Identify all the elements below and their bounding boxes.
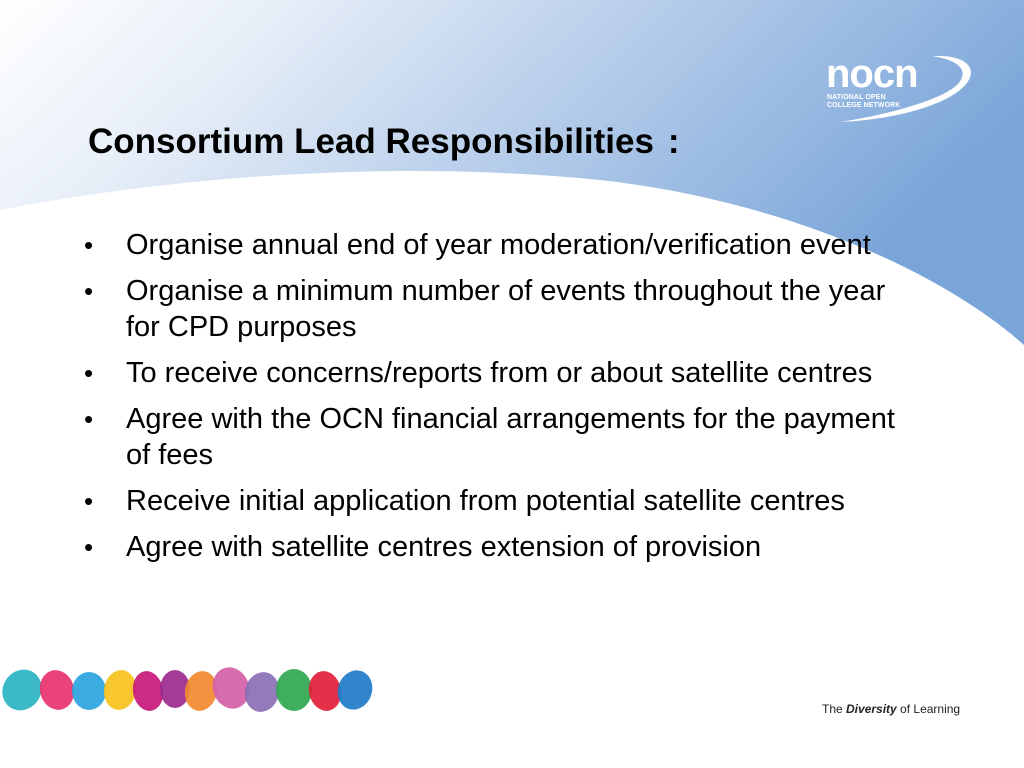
logo-subtitle-line2: COLLEGE NETWORK [827, 102, 901, 109]
bullet-list [84, 227, 924, 575]
bullet-text: Agree with satellite centres extension of provision [126, 531, 762, 563]
bullet-icon: • [84, 404, 94, 434]
bullet-icon: • [84, 358, 94, 388]
bullet-item [84, 529, 924, 565]
tagline-prefix: The [822, 702, 847, 716]
bullet-item [84, 227, 924, 263]
bullet-icon: • [84, 276, 94, 306]
bullet-text: To receive concerns/reports from or about satellite centres [126, 357, 873, 389]
bullet-icon: • [84, 230, 94, 260]
slide-title-text: Consortium Lead Responsibilities [88, 122, 654, 161]
decorative-dots-strip [0, 660, 380, 720]
tagline-emphasis: Diversity [846, 702, 897, 716]
decorative-dot [332, 665, 378, 714]
bullet-item [84, 273, 924, 345]
tagline-suffix: of Learning [896, 702, 961, 716]
logo-subtitle-line1: NATIONAL OPEN [827, 94, 886, 101]
bullet-text: Organise a minimum number of events throughout the year for CPD purposes [126, 275, 886, 343]
logo-wordmark: nocn [826, 52, 918, 96]
decorative-dot [72, 672, 106, 710]
bullet-text: Receive initial application from potential satellite centres [126, 485, 845, 517]
decorative-dot [276, 669, 312, 711]
bullet-item [84, 483, 924, 519]
tagline [822, 702, 960, 716]
slide-title [88, 120, 680, 164]
nocn-logo [820, 50, 980, 126]
slide-title-colon: : [667, 122, 680, 161]
bullet-icon: • [84, 532, 94, 562]
bullet-text: Agree with the OCN financial arrangements for the payment of fees [126, 403, 895, 471]
bullet-text: Organise annual end of year moderation/verification event [126, 229, 871, 261]
bullet-icon: • [84, 486, 94, 516]
bullet-item [84, 401, 924, 473]
bullet-item [84, 355, 924, 391]
